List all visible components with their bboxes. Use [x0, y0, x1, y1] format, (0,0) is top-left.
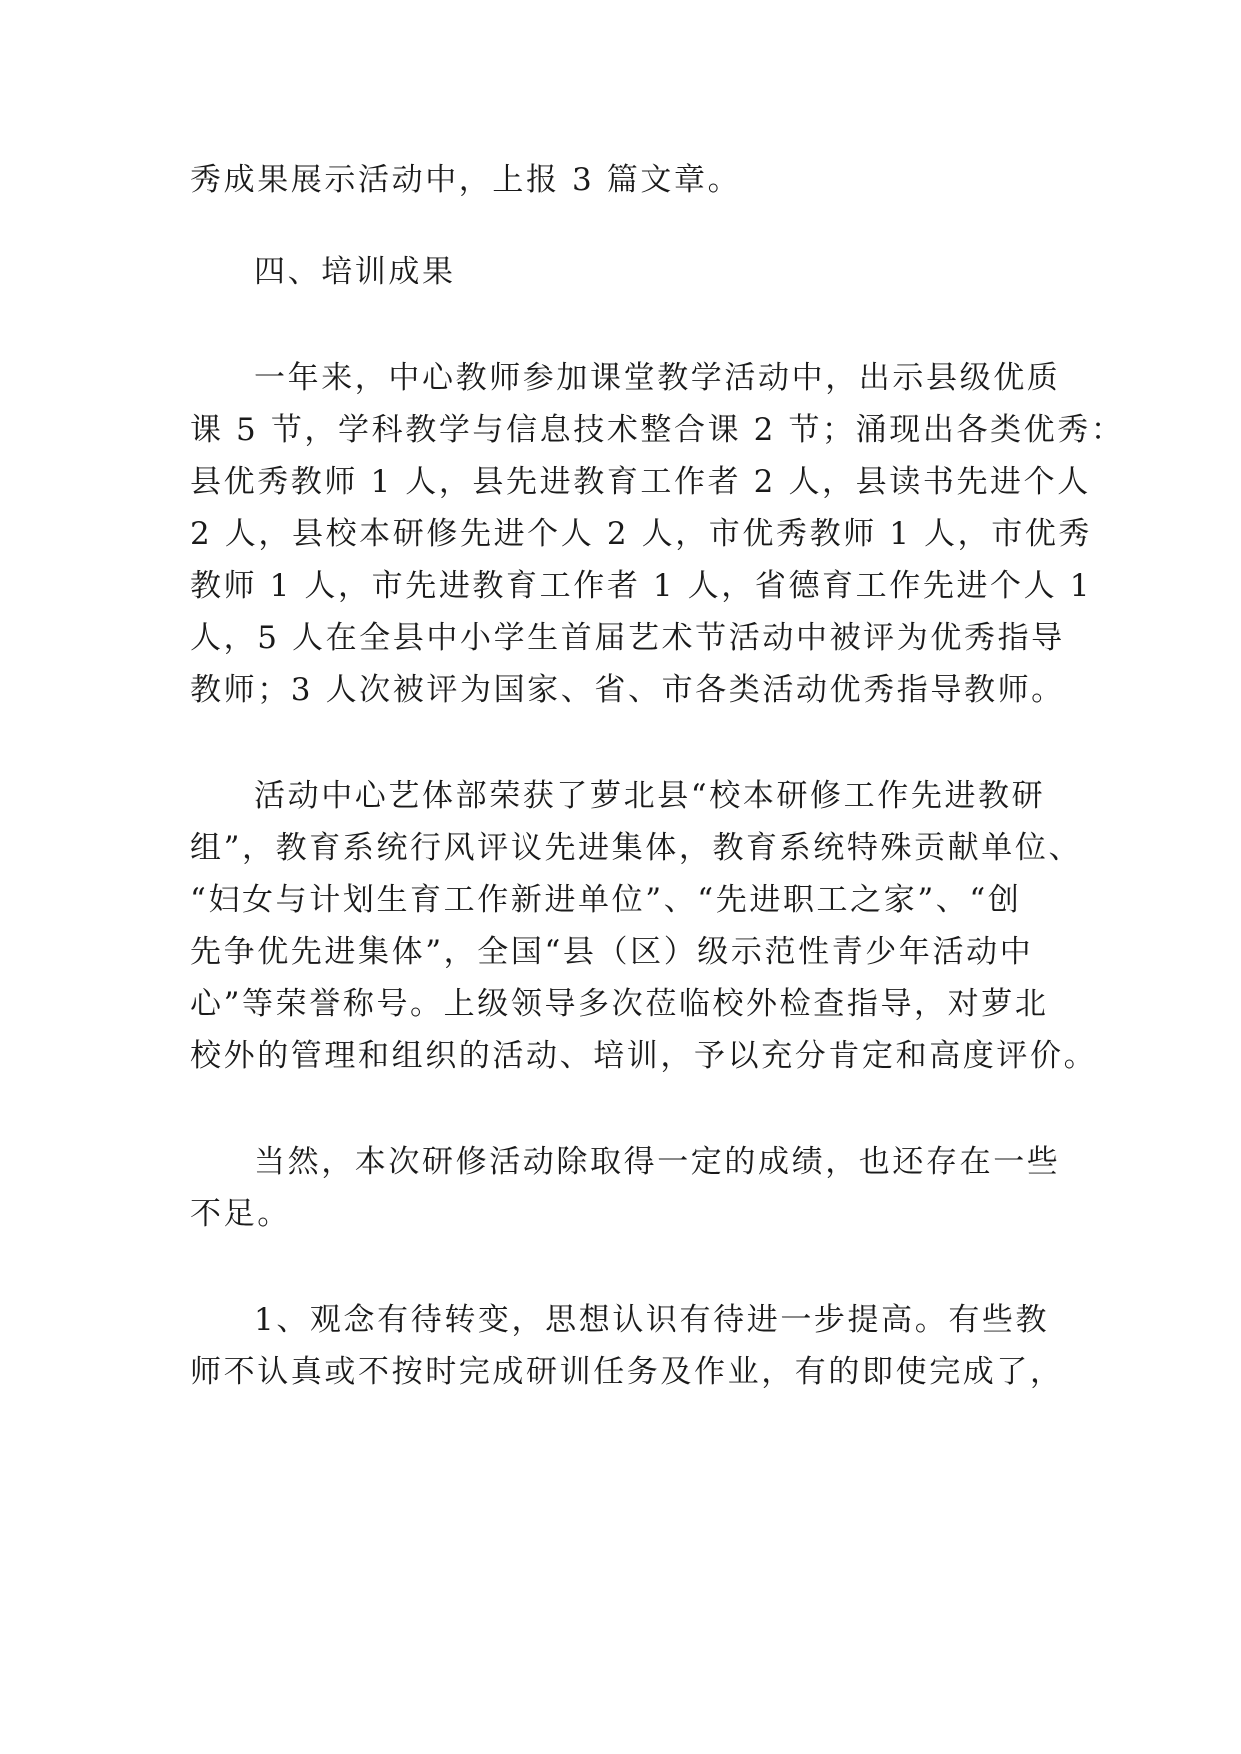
text-line: 不足。 — [190, 1196, 291, 1232]
text-line: 课 5 节，学科教学与信息技术整合课 2 节；涌现出各类优秀： — [190, 412, 1125, 448]
text-line: 1、观念有待转变，思想认识有待进一步提高。有些教 — [254, 1302, 1050, 1338]
text-line: “妇女与计划生育工作新进单位”、“先进职工之家”、“创 — [190, 882, 1022, 918]
text-line: 秀成果展示活动中，上报 3 篇文章。 — [190, 162, 742, 198]
text-line: 当然，本次研修活动除取得一定的成绩，也还存在一些 — [254, 1144, 1061, 1180]
text-line: 2 人，县校本研修先进个人 2 人，市优秀教师 1 人，市优秀 — [190, 516, 1093, 552]
text-line: 校外的管理和组织的活动、培训，予以充分肯定和高度评价。 — [190, 1038, 1098, 1074]
text-line: 教师；3 人次被评为国家、省、市各类活动优秀指导教师。 — [190, 672, 1065, 708]
section-heading: 四、培训成果 — [254, 254, 456, 290]
text-line: 县优秀教师 1 人，县先进教育工作者 2 人，县读书先进个人 — [190, 464, 1091, 500]
text-line: 组”，教育系统行风评议先进集体，教育系统特殊贡献单位、 — [190, 830, 1083, 866]
text-line: 人，5 人在全县中小学生首届艺术节活动中被评为优秀指导 — [190, 620, 1065, 656]
text-line: 师不认真或不按时完成研训任务及作业，有的即使完成了， — [190, 1354, 1064, 1390]
text-line: 一年来，中心教师参加课堂教学活动中，出示县级优质 — [254, 360, 1061, 396]
text-line: 心”等荣誉称号。上级领导多次莅临校外检查指导，对萝北 — [190, 986, 1049, 1022]
text-line: 先争优先进集体”，全国“县（区）级示范性青少年活动中 — [190, 934, 1034, 970]
text-line: 教师 1 人，市先进教育工作者 1 人，省德育工作先进个人 1 — [190, 568, 1093, 604]
text-line: 活动中心艺体部荣获了萝北县“校本研修工作先进教研 — [254, 778, 1046, 814]
